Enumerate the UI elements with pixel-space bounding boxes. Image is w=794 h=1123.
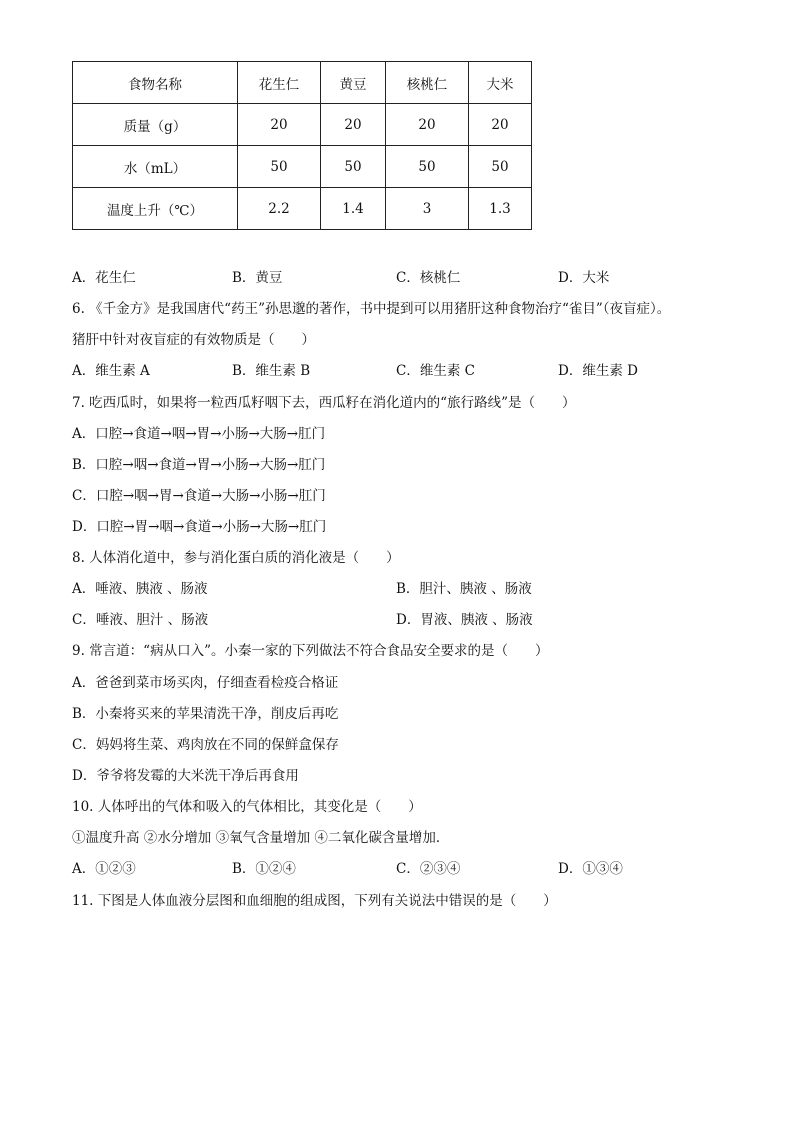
table-cell: 50 (469, 146, 532, 188)
table-cell: 温度上升（℃） (73, 188, 238, 230)
table-header-cell: 食物名称 (73, 62, 238, 104)
option-a: A．维生素 A (72, 363, 150, 379)
table-row (73, 188, 532, 230)
option-a: A．口腔→食道→咽→胃→小肠→大肠→肛门 (72, 426, 326, 442)
table-cell: 20 (386, 104, 469, 146)
table-cell: 20 (469, 104, 532, 146)
question-7-stem: 7. 吃西瓜时，如果将一粒西瓜籽咽下去，西瓜籽在消化道内的“旅行路线”是（ ） (72, 395, 576, 411)
option-b: B．胆汁、胰液 、肠液 (396, 581, 532, 597)
question-6-stem-cont: 猪肝中针对夜盲症的有效物质是（ ） (72, 332, 315, 348)
option-a: A．花生仁 (72, 270, 136, 286)
q6-options (72, 361, 772, 381)
question-11-stem: 11. 下图是人体血液分层图和血细胞的组成图，下列有关说法中错误的是（ ） (72, 893, 557, 909)
table-cell: 质量（g） (73, 104, 238, 146)
q8-options-row2 (72, 610, 772, 630)
option-b: B．黄豆 (232, 270, 283, 286)
table-header-row (73, 62, 532, 104)
option-c: C．妈妈将生菜、鸡肉放在不同的保鲜盒保存 (72, 737, 339, 753)
table-cell: 1.4 (321, 188, 386, 230)
option-c: C．口腔→咽→胃→食道→大肠→小肠→肛门 (72, 488, 326, 504)
option-b: B．小秦将买来的苹果清洗干净，削皮后再吃 (72, 706, 339, 722)
question-10-items: ①温度升高 ②水分增加 ③氧气含量增加 ④二氧化碳含量增加． (72, 830, 450, 846)
option-b: B．①②④ (232, 861, 296, 877)
question-9-stem: 9. 常言道：“病从口入”。小秦一家的下列做法不符合食品安全要求的是（ ） (72, 643, 549, 659)
option-d: D．维生素 D (558, 363, 638, 379)
table-row (73, 104, 532, 146)
table-row (73, 146, 532, 188)
q5-options (72, 268, 772, 288)
food-energy-table (72, 61, 532, 230)
option-a: A．爸爸到菜市场买肉，仔细查看检疫合格证 (72, 675, 339, 691)
option-b: B．维生素 B (232, 363, 311, 379)
q8-options-row1 (72, 579, 772, 599)
option-c: C．②③④ (396, 861, 461, 877)
table-header-cell: 黄豆 (321, 62, 386, 104)
table-cell: 50 (321, 146, 386, 188)
option-a: A．①②③ (72, 861, 136, 877)
question-10-stem: 10. 人体呼出的气体和吸入的气体相比，其变化是（ ） (72, 799, 422, 815)
table-cell: 50 (386, 146, 469, 188)
option-a: A．唾液、胰液 、肠液 (72, 581, 208, 597)
option-c: C．唾液、胆汁 、肠液 (72, 612, 209, 628)
option-d: D．口腔→胃→咽→食道→小肠→大肠→肛门 (72, 519, 327, 535)
q10-options (72, 859, 772, 879)
option-b: B．口腔→咽→食道→胃→小肠→大肠→肛门 (72, 457, 326, 473)
table-cell: 水（mL） (73, 146, 238, 188)
question-8-stem: 8. 人体消化道中，参与消化蛋白质的消化液是（ ） (72, 550, 400, 566)
table-cell: 20 (321, 104, 386, 146)
question-6-stem: 6. 《千金方》是我国唐代“药王”孙思邈的著作，书中提到可以用猪肝这种食物治疗“雀目”（夜盲症）。 (72, 301, 671, 317)
option-d: D．胃液、胰液 、肠液 (396, 612, 533, 628)
table-header-cell: 核桃仁 (386, 62, 469, 104)
option-c: C．维生素 C (396, 363, 475, 379)
table-header-cell: 花生仁 (238, 62, 321, 104)
table-cell: 3 (386, 188, 469, 230)
table-cell: 50 (238, 146, 321, 188)
option-d: D．①③④ (558, 861, 623, 877)
table-cell: 20 (238, 104, 321, 146)
option-d: D．爷爷将发霉的大米洗干净后再食用 (72, 768, 299, 784)
option-d: D．大米 (558, 270, 610, 286)
table-header-cell: 大米 (469, 62, 532, 104)
option-c: C．核桃仁 (396, 270, 461, 286)
table-cell: 2.2 (238, 188, 321, 230)
table-cell: 1.3 (469, 188, 532, 230)
